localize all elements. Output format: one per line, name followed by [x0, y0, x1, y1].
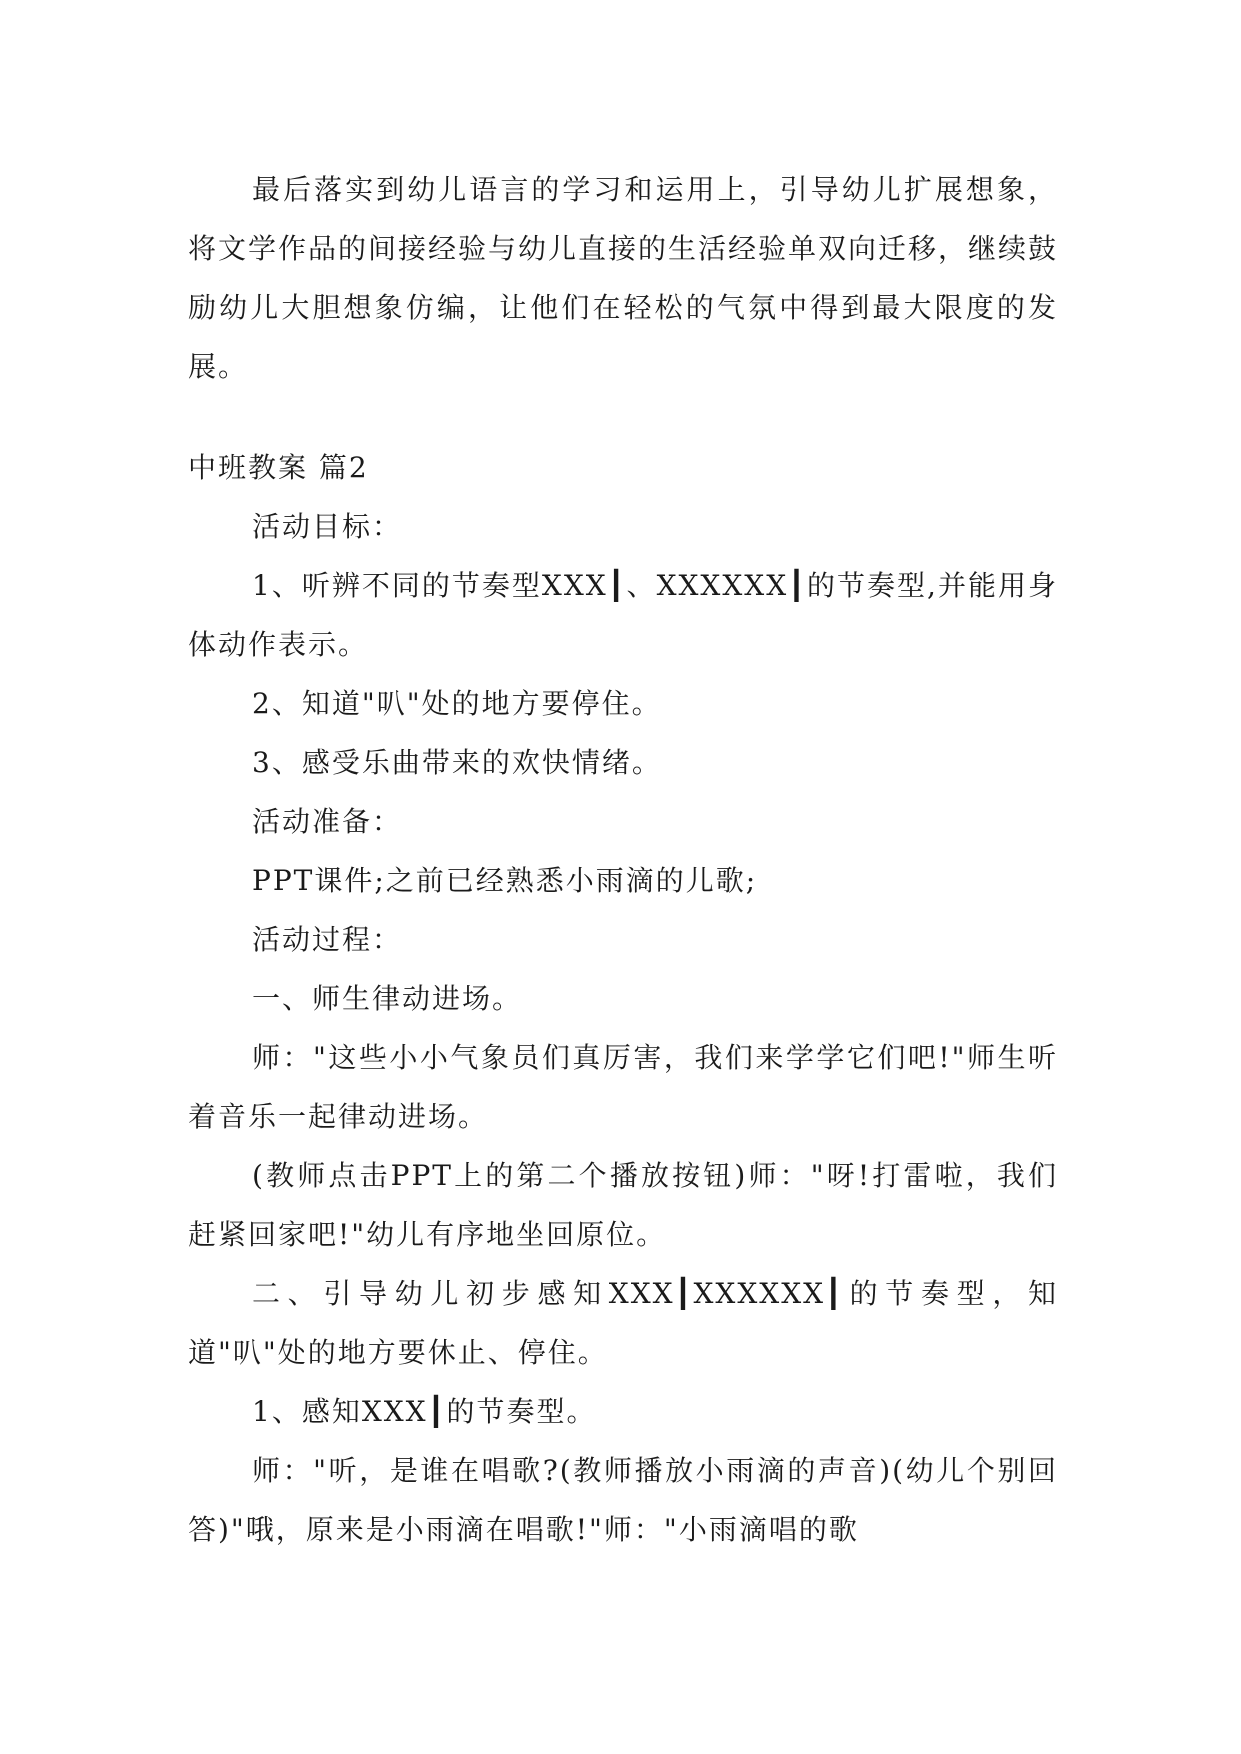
paragraph-substep-1: 1、感知XXX┃的节奏型。 [252, 1395, 597, 1428]
paragraph-preparation-title: 活动准备： [252, 805, 403, 838]
paragraph-objective-3: 3、感受乐曲带来的欢快情绪。 [252, 746, 662, 779]
paragraph-teacher-line-2: (教师点击PPT上的第二个播放按钮)师："呀!打雷啦，我们赶紧回家吧!"幼儿有序地坐回原位。 [188, 1159, 1058, 1251]
paragraph-objective-1: 1、听辨不同的节奏型XXX┃、XXXXXX┃的节奏型,并能用身体动作表示。 [188, 569, 1058, 661]
paragraph-process-title: 活动过程： [252, 923, 403, 956]
paragraph-teacher-line-3: 师："听，是谁在唱歌?(教师播放小雨滴的声音)(幼儿个别回答)"哦，原来是小雨滴在唱歌!"师："小雨滴唱的歌 [188, 1454, 1058, 1546]
paragraph-teacher-line-1: 师："这些小小气象员们真厉害，我们来学学它们吧!"师生听着音乐一起律动进场。 [188, 1041, 1058, 1133]
paragraph-objectives-title: 活动目标： [252, 510, 403, 543]
paragraph-step-2: 二、引导幼儿初步感知XXX┃XXXXXX┃的节奏型，知道"叭"处的地方要休止、停住。 [188, 1277, 1058, 1369]
paragraph-objective-2: 2、知道"叭"处的地方要停住。 [252, 687, 662, 720]
document-body [188, 160, 1058, 1559]
paragraph-conclusion: 最后落实到幼儿语言的学习和运用上，引导幼儿扩展想象，将文学作品的间接经验与幼儿直接的生活经验单双向迁移，继续鼓励幼儿大胆想象仿编，让他们在轻松的气氛中得到最大限度的发展。 [188, 173, 1059, 383]
paragraph-preparation: PPT课件;之前已经熟悉小雨滴的儿歌; [252, 864, 758, 897]
section-heading: 中班教案 篇2 [188, 451, 369, 484]
paragraph-step-1: 一、师生律动进场。 [252, 982, 523, 1015]
